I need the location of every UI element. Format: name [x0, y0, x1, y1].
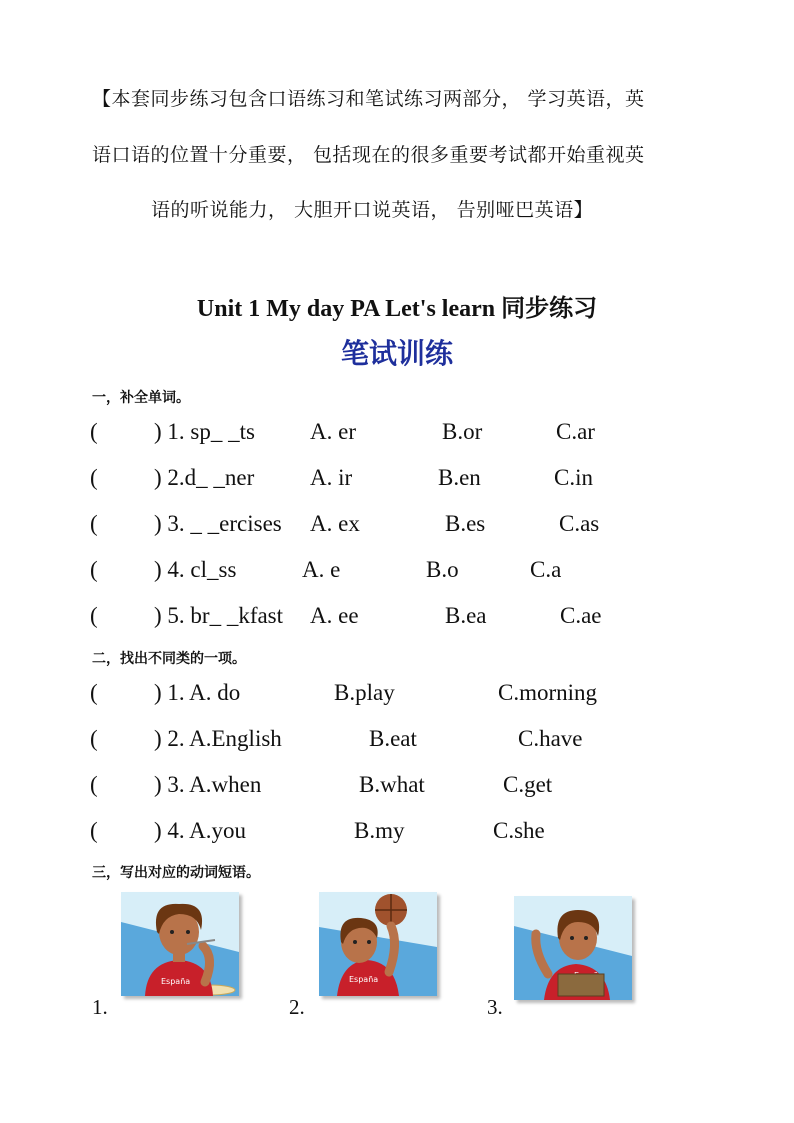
picture-boy-raising-hand [514, 896, 632, 1000]
question-stem: ) 3. A.when [154, 772, 262, 797]
paren-open: ( [90, 465, 98, 490]
question-row [90, 772, 710, 802]
intro-line-3: 语的听说能力， 大胆开口说英语， 告别哑巴英语】 [151, 199, 594, 221]
svg-text:España: España [349, 975, 379, 984]
option-a: A. ex [310, 511, 360, 536]
section-1-heading: 一，补全单词。 [92, 390, 190, 406]
section-2-heading: 二，找出不同类的一项。 [92, 651, 246, 667]
paren-open: ( [90, 772, 98, 797]
question-stem: ) 2. A.English [154, 726, 282, 751]
question-stem: ) 4. A.you [154, 818, 246, 843]
paren-open: ( [90, 419, 98, 444]
option-b: B.play [334, 680, 395, 705]
option-b: B.or [442, 419, 483, 444]
intro-line-1: 【本套同步练习包含口语练习和笔试练习两部分， 学习英语，英 [92, 88, 645, 110]
option-c: C.morning [498, 680, 598, 705]
option-c: C.have [518, 726, 583, 751]
question-stem: ) 3. _ _ercises [154, 511, 282, 536]
svg-text:España: España [161, 977, 191, 986]
picture-boy-eating [121, 892, 239, 996]
page-title: Unit 1 My day PA Let's learn 同步练习 [196, 296, 598, 322]
option-b: B.my [354, 818, 405, 843]
question-row [90, 465, 710, 495]
picture-1-number: 1. [92, 995, 108, 1019]
picture-boy-basketball [319, 892, 437, 996]
question-row [90, 419, 710, 449]
paren-open: ( [90, 511, 98, 536]
boy-eating-icon [121, 892, 239, 996]
paren-open: ( [90, 818, 98, 843]
option-a: A. er [310, 419, 356, 444]
option-c: C.as [559, 511, 600, 536]
option-c: C.ae [560, 603, 602, 628]
option-b: B.o [426, 557, 459, 582]
question-stem: ) 1. A. do [154, 680, 241, 705]
option-a: A. ee [310, 603, 359, 628]
paren-open: ( [90, 603, 98, 628]
picture-3-number: 3. [487, 995, 503, 1019]
question-stem: ) 1. sp_ _ts [154, 419, 255, 444]
option-c: C.get [503, 772, 553, 797]
option-b: B.eat [369, 726, 417, 751]
question-stem: ) 2.d_ _ner [154, 465, 255, 490]
paren-open: ( [90, 726, 98, 751]
option-c: C.she [493, 818, 545, 843]
section-3-heading: 三，写出对应的动词短语。 [92, 865, 260, 881]
page-subtitle: 笔试训练 [340, 337, 453, 370]
question-row [90, 557, 710, 587]
boy-playing-basketball-icon [319, 892, 437, 996]
question-stem: ) 4. cl_ss [154, 557, 237, 582]
intro-line-2: 语口语的位置十分重要， 包括现在的很多重要考试都开始重视英 [92, 144, 645, 166]
question-row [90, 603, 710, 633]
question-row [90, 511, 710, 541]
question-row [90, 726, 710, 756]
option-c: C.in [554, 465, 593, 490]
paren-open: ( [90, 680, 98, 705]
question-stem: ) 5. br_ _kfast [154, 603, 284, 628]
option-c: C.ar [556, 419, 595, 444]
boy-raising-hand-icon [514, 896, 632, 1000]
option-a: A. ir [310, 465, 353, 490]
picture-2-number: 2. [289, 995, 305, 1019]
option-b: B.ea [445, 603, 487, 628]
question-row [90, 680, 710, 710]
question-row [90, 818, 710, 848]
option-c: C.a [530, 557, 562, 582]
option-a: A. e [302, 557, 341, 582]
option-b: B.es [445, 511, 486, 536]
paren-open: ( [90, 557, 98, 582]
option-b: B.en [438, 465, 481, 490]
option-b: B.what [359, 772, 425, 797]
